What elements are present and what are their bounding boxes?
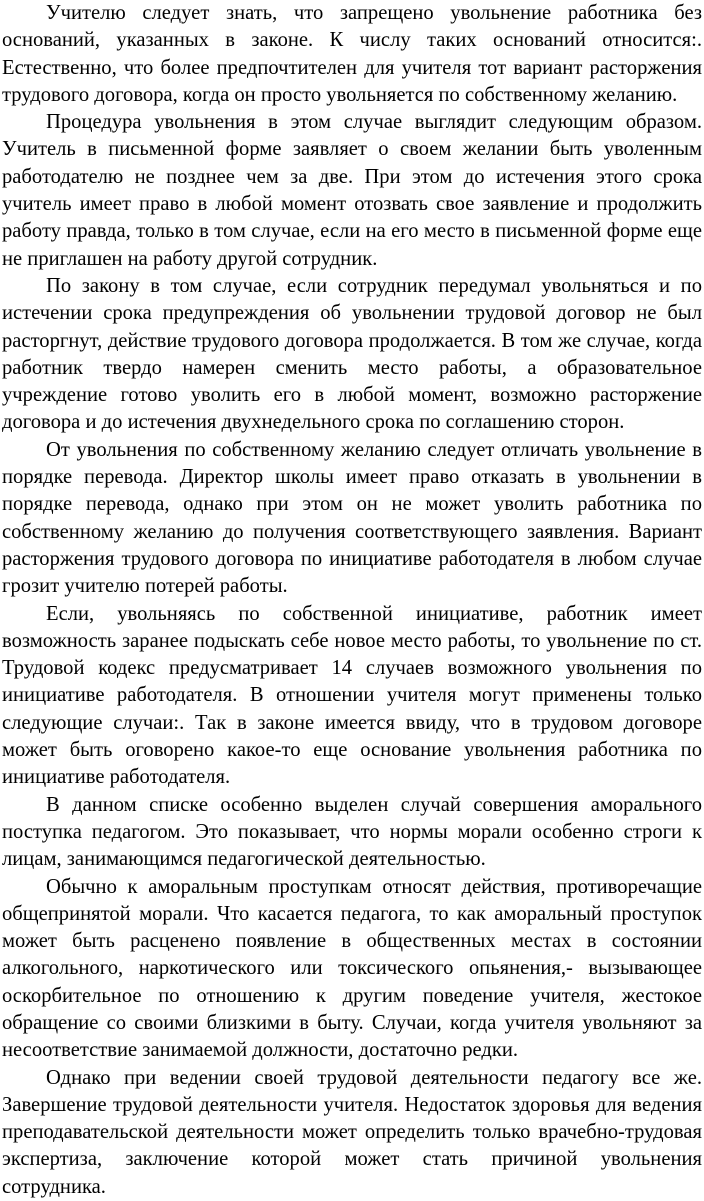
paragraph: От увольнения по собственному желанию следует отличать увольнение в порядке перевода. Директор школы имеет право отказать в увольнении в порядке перевода, однако при этом он не может уволить работника по собственному желанию до получения соответствующего заявления. Вариант расторжения трудового договора по инициативе работодателя в любом случае грозит учителю потерей работы. — [2, 438, 702, 598]
paragraph: Однако при ведении своей трудовой деятельности педагогу все же. Завершение трудовой деятельности учителя. Недостаток здоровья для ведения преподавательской деятельности может определить только врачебно-трудовая экспертиза, заключение которой может стать причиной увольнения сотрудника. — [2, 1066, 702, 1198]
paragraph: Процедура увольнения в этом случае выглядит следующим образом. Учитель в письменной форме заявляет о своем желании быть уволенным работодателю не позднее чем за две. При этом до истечения этого срока учитель имеет право в любой момент отозвать свое заявление и продолжить работу правда, только в том случае, если на его место в письменной форме еще не приглашен на работу другой сотрудник. — [2, 111, 702, 270]
paragraph: Если, увольняясь по собственной инициативе, работник имеет возможность заранее подыскать себе новое место работы, то увольнение по ст. Трудовой кодекс предусматривает 14 случаев возможного увольнения по инициативе работодателя. В отношении учителя могут применены только следующие случаи:. Так в законе имеется ввиду, что в трудовом договоре может быть оговорено какое-то еще основание увольнения работника по инициативе работодателя. — [2, 602, 702, 789]
paragraph: В данном списке особенно выделен случай совершения аморального поступка педагогом. Это показывает, что нормы морали особенно строги к лицам, занимающимся педагогической деятельностью. — [2, 793, 702, 871]
paragraph: По закону в том случае, если сотрудник передумал увольняться и по истечении срока предупреждения об увольнении трудовой договор не был расторгнут, действие трудового договора продолжается. В том же случае, когда работник твердо намерен сменить место работы, а образовательное учреждение готово уволить его в любой момент, возможно расторжение договора и до истечения двухнедельного срока по соглашению сторон. — [2, 274, 702, 434]
paragraph: Обычно к аморальным проступкам относят действия, противоречащие общепринятой морали. Что касается педагога, то как аморальный проступок может быть расценено появление в общественных местах в состоянии алкогольного, наркотического или токсического опьянения,- вызывающее оскорбительное по отношению к другим поведение учителя, жестокое обращение со своими близкими в быту. Случаи, когда учителя увольняют за несоответствие занимаемой должности, достаточно редки. — [2, 875, 702, 1062]
paragraph: Учителю следует знать, что запрещено увольнение работника без оснований, указанных в законе. К числу таких оснований относится:. Естественно, что более предпочтителен для учителя тот вариант расторжения трудового договора, когда он просто увольняется по собственному желанию. — [2, 2, 702, 106]
